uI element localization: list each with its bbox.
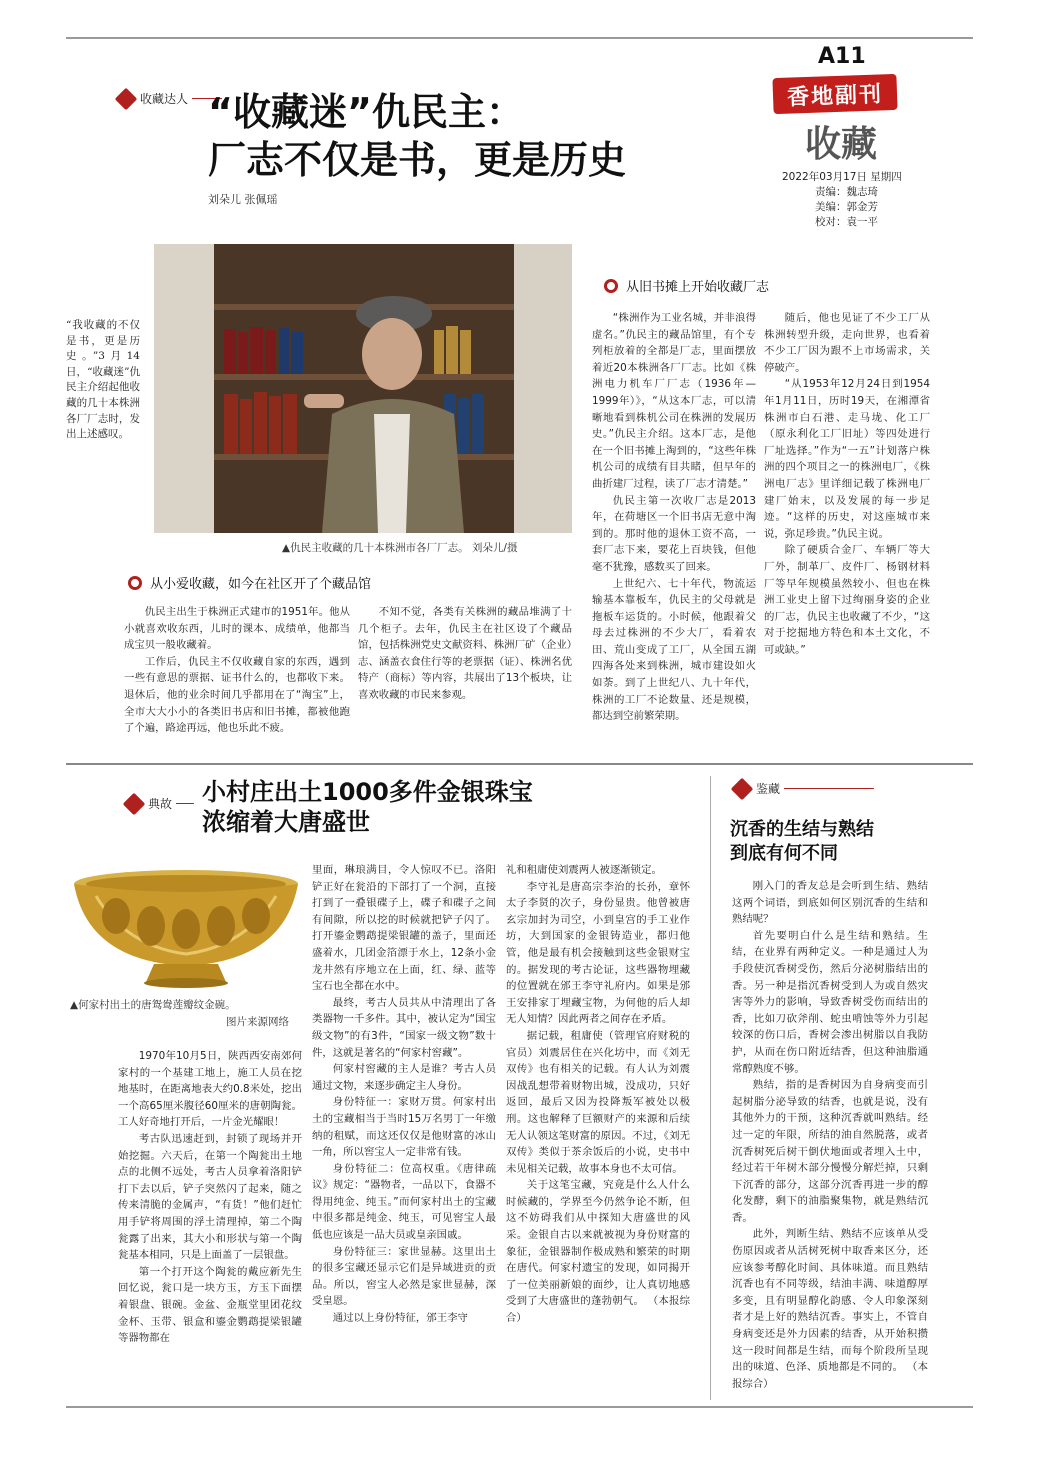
article1-col3: “株洲作为工业名城，并非浪得虚名。”仇民主的藏品馆里，有个专列柜放着的全都是厂志，里面摆放着近20本株洲各厂厂志。比如《株洲电力机车厂厂志（1936年—1999年）》，“从这本厂志，可以清晰地看到株机公司在株洲的发展历史。”仇民主介绍。这本厂志，是他在一个旧书摊上淘到的，“这些年株机公司的成绩有目共睹，但早年的曲折建厂过程，读了厂志才清楚。” 仇民主第一次收厂志是2013年，在荷塘区一个旧书店无意中淘到的。那时他的退休工资不高，一套厂志下来，要花上百块钱，但他毫不犹豫，感数买了回来。 上世纪六、七十年代，物流运输基本靠板车，仇民主的父母就是拖板车运货的。小时候，他跟着父母去过株洲的不少大厂，看着农田、荒山变成了工厂，从全国五湖四海各处来到株洲，城市建设如火如荼。到了上世纪八、九十年代，株洲的工厂不论数量、还是规模，都达到空前繁荣期。 (592, 312, 756, 723)
article2-col1: 1970年10月5日，陕西西安南郊何家村的一个基建工地上，施工人员在挖地基时，在距离地表大约0.8米处，挖出一个高65厘米腹径60厘米的唐朝陶瓮。工人好奇地打开后，一片金光耀眼！ 考古队迅速赶到，封锁了现场并开始挖掘。六天后，在第一个陶瓮出土地点的北侧不远处，考古人员拿着洛阳铲打下去以后，铲子突然闪了起来，随之传来清脆的金属声，“有货！”他们赶忙用手铲将周围的浮土清理掉，第二个陶瓮露了出来，其大小和形状与第一个陶瓮基本相同，只是上面盖了一层银盘。 第一个打开这个陶瓮的戴应新先生回忆说，瓮口是一块方玉，方玉下面摆着银盘、银碗。金盆、金瓶堂里团花纹金杯、玉带、银盒和鎏金鹦鹉提梁银罐等器物都在 (118, 1050, 302, 1345)
subheading-circle-icon (128, 576, 142, 590)
bottom-rule (66, 1406, 973, 1408)
tag-diamond-icon (115, 87, 138, 110)
issue-date: 2022年03月17日 星期四 (782, 171, 902, 183)
article1-col2: 不知不觉，各类有关株洲的藏品堆满了十几个柜子。去年，仇民主在社区设了个藏品馆，包括株洲党史文献资料、株洲厂矿（企业）志、涵盖衣食住行等的老票据（证）、株洲名优特产（商标）等内容，共展出了13个板块，让喜欢收藏的市民来参观。 (358, 606, 572, 701)
tag-diamond-icon (731, 777, 754, 800)
article1-col1: 仇民主出生于株洲正式建市的1951年。他从小就喜欢收东西，儿时的课本、成绩单，他都当成宝贝一般收藏着。 工作后，仇民主不仅收藏自家的东西，遇到一些有意思的票据、证书什么的，也都收下来。退休后，他的业余时间几乎都用在了“淘宝”上，全市大大小小的各类旧书店和旧书摊，都被他跑了个遍，路途再远，他也乐此不疲。 (124, 606, 350, 735)
article2-col2: 里面，琳琅满目，令人惊叹不已。洛阳铲正好在瓮沿的下部打了一个洞，直接打到了一叠银碟子上，碟子和碟子之间有间隙，所以挖的时候就把铲子闪了。打开鎏金鹦鹉提梁银罐的盖子，里面还盛着水，几团金箔漂于水上，12条小金龙井然有序地立在上面，红、绿、蓝等宝石也全都在水中。 最终，考古人员共从中清理出了各类器物一千多件。其中，被认定为“国宝级文物”的有3件，“国家一级文物”数十件，这就是著名的“何家村窖藏”。 何家村窖藏的主人是谁？考古人员通过文物，来逐步确定主人身份。 身份特征一：家财万贯。何家村出土的宝藏相当于当时15万名男丁一年缴纳的租赋，而这还仅仅是他财富的冰山一角，所以窖宝人一定非常有钱。 身份特征二：位高权重。《唐律疏议》规定：“器物者，一品以下，食器不得用纯金、纯玉。”而何家村出土的宝藏中很多都是纯金、纯玉，可见窖宝人最低也应该是一品大员或皇亲国戚。 身份特征三：家世显赫。这里出土的很多宝藏还显示它们是异域进贡的贡品。所以，窖宝人必然是家世显赫，深受皇恩。 通过以上身份特征，邠王李守 (312, 864, 496, 1325)
article-byline: 刘朵儿 张佩瑶 (208, 193, 278, 206)
designer-credit: 美编：郭金芳 (815, 201, 878, 213)
bowl-caption: ▲何家村出土的唐鸳鸯莲瓣纹金碗。 (70, 999, 236, 1011)
collector-photo-image (154, 244, 572, 533)
article-title-line2: 厂志不仅是书，更是历史 (208, 138, 627, 182)
gold-bowl-photo (66, 866, 306, 990)
section-tag-story: 典故 (126, 795, 194, 812)
article3-title: 沉香的生结与熟结 到底有何不同 (730, 819, 874, 864)
pull-quote: “我收藏的不仅是书，更是历史。”3月14日，“收藏迷”仇民主介绍起他收藏的几十本株洲各厂厂志时，发出上述感叹。 (66, 319, 140, 441)
collector-photo (154, 244, 572, 533)
subheading-bookstall: 从旧书摊上开始收藏厂志 (604, 276, 769, 295)
proof-credit: 校对：袁一平 (815, 216, 878, 228)
article-title-line1: “收藏迷”仇民主： (208, 90, 524, 134)
article1-col4: 随后，他也见证了不少工厂从株洲转型升级，走向世界，也看着不少工厂因为跟不上市场需求，关停破产。 “从1953年12月24日到1954年1月11日，历时19天，在湘潭省株洲市白石港、走马垅、化工厂（原永利化工厂旧址）等四处进行厂址选择。”作为“一五”计划落户株洲的四个项目之一的株洲电厂，《株洲电厂志》里详细记载了株洲电厂建厂始末，以及发展的每一步足迹。“这样的历史，对这座城市来说，弥足珍贵。”仇民主说。 除了硬质合金厂、车辆厂等大厂外，制革厂、皮件厂、杨钢材料厂等早年规模虽然较小、但也在株洲工业史上留下过绚丽身姿的企业的厂志，仇民主也收藏了不少，“这对于挖掘地方特色和本土文化，不可或缺。” (764, 312, 930, 656)
article-title (208, 88, 626, 184)
page-number: A11 (818, 44, 866, 69)
brand-logo: 香地副刊 (772, 74, 897, 114)
bowl-caption-source: 图片来源网络 (226, 1016, 289, 1028)
tag-diamond-icon (123, 792, 146, 815)
gold-bowl-image (66, 866, 306, 990)
article2-col3: 礼和租庸使刘震两人被逐渐锁定。 李守礼是唐高宗李治的长孙，章怀太子李贤的次子，身份显贵。他曾被唐玄宗加封为司空，小到皇宫的手工业作坊，大到国家的金银铸造业，都归他管，他是最有机会接触到这些金银财宝的。据发现的考古论证，这些器物埋藏的位置就在邠王李守礼府内。如果是邠王安排家丁埋藏宝物，为何他的后人却无人知情？因此两者之间存在矛盾。 据记载，租庸使（管理官府财税的官员）刘震居住在兴化坊中，而《刘无双传》也有相关的记载。有人认为刘震因战乱想带着财物出城，没成功，只好返回，最后又因为投降叛军被处以极刑。这也解释了巨额财产的来源和后续无人认领这笔财富的原因。不过，《刘无双传》类似于茶余饭后的小说，史书中未见相关记载，故事本身也不太可信。 关于这笔宝藏，究竟是什么人什么时候藏的，学界至今仍然争论不断，但这不妨碍我们从中探知大唐盛世的风采。金银自古以来就被视为身份财富的象征，金银器制作极成熟和繁荣的时期在唐代。何家村遗宝的发现，如同揭开了一位美丽新娘的面纱，让人真切地感受到了大唐盛世的蓬勃朝气。 （本报综合） (506, 864, 690, 1325)
editor-credit: 责编：魏志琦 (815, 186, 878, 198)
subheading-collection-hall: 从小爱收藏，如今在社区开了个藏品馆 (128, 573, 371, 592)
column-divider (710, 776, 711, 1400)
section-tag-collector: 收藏达人 (118, 90, 222, 107)
article2-title: 小村庄出土1000多件金银珠宝 浓缩着大唐盛世 (202, 778, 533, 836)
article3-col1: 刚入门的香友总是会听到生结、熟结这两个词语，到底如何区别沉香的生结和熟结呢？ 首先要明白什么是生结和熟结。生结，在业界有两种定义。一种是通过人为手段使沉香树受伤，然后分泌树脂结出的香。另一种是指沉香树受到人为或自然灾害等外力的影响，导致香树受伤而结出的香，比如刀砍斧削、蛇虫啃蚀等外力引起较深的伤口后，香树会渗出树脂以自我防护，从而在伤口附近结香，但这种油脂通常醇熟度不够。 熟结，指的是香树因为自身病变而引起树脂分泌导致的结香，也就是说，没有其他外力的干预，这种沉香就叫熟结。经过一定的年限，所结的油自然脱落，或者沉香树死后树干倒伏地面或者埋入土中，经过若干年树木部分慢慢分解烂掉，只剩下沉香的部分，这部分沉香再进一步的醇化发酵，剩下的油脂聚集物，就是熟结沉香。 此外，判断生结、熟结不应该单从受伤原因或者从活树死树中取香来区分，还应该参考醇化时间、具体味道。而且熟结沉香也有不同等级，结油丰满、味道醇厚多变，且有明显醇化韵感、令人印象深刻者才是上好的熟结沉香。事实上，不管自身病变还是外力因素的结香，从开始积攒这一段时间都是生结，而每个阶段所呈现出的味道、色泽、质地都是不同的。 （本报综合） (732, 880, 928, 1390)
top-rule (66, 37, 973, 39)
subheading-circle-icon (604, 279, 618, 293)
photo-caption: ▲仇民主收藏的几十本株洲市各厂厂志。 刘朵儿/摄 (282, 542, 518, 554)
section-divider (66, 763, 973, 765)
section-tag-appraisal: 鉴藏 (734, 780, 874, 797)
section-title: 收藏 (805, 123, 878, 165)
